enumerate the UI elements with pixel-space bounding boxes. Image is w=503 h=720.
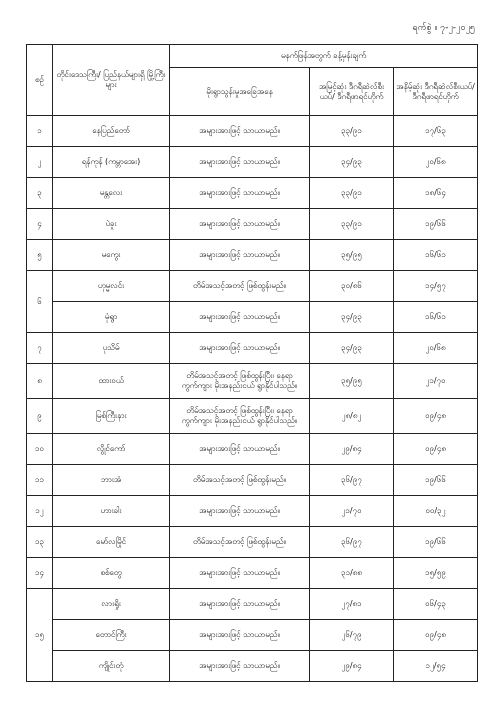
- weather-condition: အများအားဖြင့် သာယာမည်။: [170, 434, 310, 465]
- weather-condition: အများအားဖြင့် သာယာမည်။: [170, 651, 310, 682]
- header-division: တိုင်းဒေသကြီး/ ပြည်နယ်များရှိ မြို့ကြီးများ: [53, 45, 170, 116]
- city-name: ဘားအံ: [53, 465, 170, 496]
- table-row: [27, 527, 478, 558]
- city-name: ပဲခူး: [53, 209, 170, 240]
- weather-condition: တိမ်အသင့်အတင့် ဖြစ်ထွန်းမည်။: [170, 271, 310, 302]
- max-temperature: ၃၄/၉၃: [310, 147, 394, 178]
- weather-condition: အများအားဖြင့် သာယာမည်။: [170, 240, 310, 271]
- city-name: နေပြည်တော်: [53, 116, 170, 147]
- city-name: ဟားခါး: [53, 496, 170, 527]
- city-name: မြစ်ကြီးနား: [53, 399, 170, 434]
- table-row: [27, 116, 478, 147]
- max-temperature: ၃၀/၈၆: [310, 271, 394, 302]
- table-row: [27, 589, 478, 620]
- weather-condition: အများအားဖြင့် သာယာမည်။: [170, 558, 310, 589]
- table-row: [27, 147, 478, 178]
- weather-condition: အများအားဖြင့် သာယာမည်။: [170, 333, 310, 364]
- city-name: ပုသိမ်: [53, 333, 170, 364]
- row-number: ၆: [27, 271, 53, 333]
- row-number: ၁၂: [27, 496, 53, 527]
- max-temperature: ၃၅/၉၅: [310, 240, 394, 271]
- weather-condition: အများအားဖြင့် သာယာမည်။: [170, 209, 310, 240]
- min-temperature: ၁၉/၆၆: [394, 527, 478, 558]
- table-row: [27, 558, 478, 589]
- header-min-temp: အနိမ့်ဆုံး ဒီဂရီဆဲလ်စီးယပ်/ ဒီဂရီဖာရင်ဟိုက်: [394, 68, 478, 116]
- row-number: ၁၃: [27, 527, 53, 558]
- city-name: မော်လမြိုင်: [53, 527, 170, 558]
- max-temperature: ၃၆/၉၇: [310, 527, 394, 558]
- min-temperature: ၁၇/၆၃: [394, 116, 478, 147]
- city-name: တောင်ကြီး: [53, 620, 170, 651]
- table-row: [27, 465, 478, 496]
- city-name: ရန်ကုန် (ကမ္ဘာအေး): [53, 147, 170, 178]
- min-temperature: ၀၉/၄၈: [394, 620, 478, 651]
- table-row: [27, 364, 478, 399]
- weather-condition: အများအားဖြင့် သာယာမည်။: [170, 496, 310, 527]
- weather-condition: အများအားဖြင့် သာယာမည်။: [170, 620, 310, 651]
- max-temperature: ၃၆/၉၇: [310, 465, 394, 496]
- row-number: ၁၅: [27, 589, 53, 682]
- weather-condition: အများအားဖြင့် သာယာမည်။: [170, 589, 310, 620]
- table-row: [27, 240, 478, 271]
- table-row: [27, 178, 478, 209]
- max-temperature: ၃၄/၉၃: [310, 302, 394, 333]
- row-number: ၇: [27, 333, 53, 364]
- city-name: မုံရွာ: [53, 302, 170, 333]
- max-temperature: ၂၈/၈၂: [310, 399, 394, 434]
- header-weather: မိုးရွာသွန်းမှုအခြေအနေ: [170, 68, 310, 116]
- row-number: ၂: [27, 147, 53, 178]
- row-number: ၁၁: [27, 465, 53, 496]
- table-row: [27, 209, 478, 240]
- max-temperature: ၃၃/၉၁: [310, 116, 394, 147]
- min-temperature: ၀၀/၃၂: [394, 496, 478, 527]
- weather-condition: တိမ်အသင့်အတင့် ဖြစ်ထွန်းမည်။: [170, 465, 310, 496]
- header-max-temp: အမြင့်ဆုံး ဒီဂရီဆဲလ်စီးယပ်/ ဒီဂရီဖာရင်ဟိုက်: [310, 68, 394, 116]
- min-temperature: ၀၉/၄၈: [394, 399, 478, 434]
- date-label: ရက်စွဲ ။: [412, 23, 438, 33]
- max-temperature: ၃၄/၉၃: [310, 333, 394, 364]
- min-temperature: ၁၆/၆၁: [394, 240, 478, 271]
- city-name: ထားဝယ်: [53, 364, 170, 399]
- table-row: [27, 651, 478, 682]
- row-number: ၁၀: [27, 434, 53, 465]
- table-row: [27, 620, 478, 651]
- weather-condition: တိမ်အသင့်အတင့် ဖြစ်ထွန်းပြီး၊ နေရာကွက်ကျား မိုးအနည်းငယ် ရွာနိုင်ပါသည်။: [170, 364, 310, 399]
- row-number: ၃: [27, 178, 53, 209]
- table-row: [27, 302, 478, 333]
- max-temperature: ၂၁/၇၀: [310, 496, 394, 527]
- min-temperature: ၀၉/၄၈: [394, 434, 478, 465]
- table-row: [27, 271, 478, 302]
- weather-condition: တိမ်အသင့်အတင့် ဖြစ်ထွန်းမည်။: [170, 527, 310, 558]
- header-forecast: မနက်ဖြန်အတွက် ခန့်မှန်းချက်: [170, 45, 478, 68]
- row-number: ၈: [27, 364, 53, 399]
- min-temperature: ၁၄/၅၇: [394, 271, 478, 302]
- max-temperature: ၂၉/၈၄: [310, 434, 394, 465]
- table-row: [27, 399, 478, 434]
- document-date: [413, 22, 475, 35]
- max-temperature: ၃၁/၈၈: [310, 558, 394, 589]
- weather-condition: အများအားဖြင့် သာယာမည်။: [170, 302, 310, 333]
- min-temperature: ၂၀/၆၈: [394, 147, 478, 178]
- min-temperature: ၁၉/၆၆: [394, 465, 478, 496]
- max-temperature: ၃၃/၉၁: [310, 209, 394, 240]
- city-name: မကွေး: [53, 240, 170, 271]
- city-name: မန္တလေး: [53, 178, 170, 209]
- min-temperature: ၁၂/၅၄: [394, 651, 478, 682]
- min-temperature: ၁၅/၅၉: [394, 558, 478, 589]
- weather-condition: အများအားဖြင့် သာယာမည်။: [170, 116, 310, 147]
- header-no: စဉ်: [27, 45, 53, 116]
- min-temperature: ၁၈/၆၄: [394, 178, 478, 209]
- max-temperature: ၂၇/၈၁: [310, 589, 394, 620]
- row-number: ၁: [27, 116, 53, 147]
- min-temperature: ၁၉/၆၆: [394, 209, 478, 240]
- date-value: ၇-၂-၂၀၂၅: [440, 23, 475, 33]
- table-body: [27, 116, 478, 682]
- row-number: ၅: [27, 240, 53, 271]
- weather-condition: အများအားဖြင့် သာယာမည်။: [170, 178, 310, 209]
- city-name: လွိုင်ကော်: [53, 434, 170, 465]
- max-temperature: ၃၃/၉၁: [310, 178, 394, 209]
- city-name: လားရှိုး: [53, 589, 170, 620]
- city-name: ကျိုင်းတုံ: [53, 651, 170, 682]
- city-name: ဟုမ္မလင်း: [53, 271, 170, 302]
- min-temperature: ၂၀/၆၈: [394, 333, 478, 364]
- table-row: [27, 434, 478, 465]
- table-row: [27, 333, 478, 364]
- min-temperature: ၁၆/၆၁: [394, 302, 478, 333]
- min-temperature: ၀၆/၄၃: [394, 589, 478, 620]
- row-number: ၄: [27, 209, 53, 240]
- city-name: စစ်တွေ: [53, 558, 170, 589]
- forecast-table: [26, 44, 478, 682]
- max-temperature: ၂၆/၇၉: [310, 620, 394, 651]
- row-number: ၁၄: [27, 558, 53, 589]
- weather-condition: တိမ်အသင့်အတင့် ဖြစ်ထွန်းပြီး၊ နေရာကွက်ကျား မိုးအနည်းငယ် ရွာနိုင်ပါသည်။: [170, 399, 310, 434]
- row-number: ၉: [27, 399, 53, 434]
- min-temperature: ၂၁/၇၀: [394, 364, 478, 399]
- weather-condition: အများအားဖြင့် သာယာမည်။: [170, 147, 310, 178]
- table-row: [27, 496, 478, 527]
- max-temperature: ၃၅/၉၅: [310, 364, 394, 399]
- max-temperature: ၂၉/၈၄: [310, 651, 394, 682]
